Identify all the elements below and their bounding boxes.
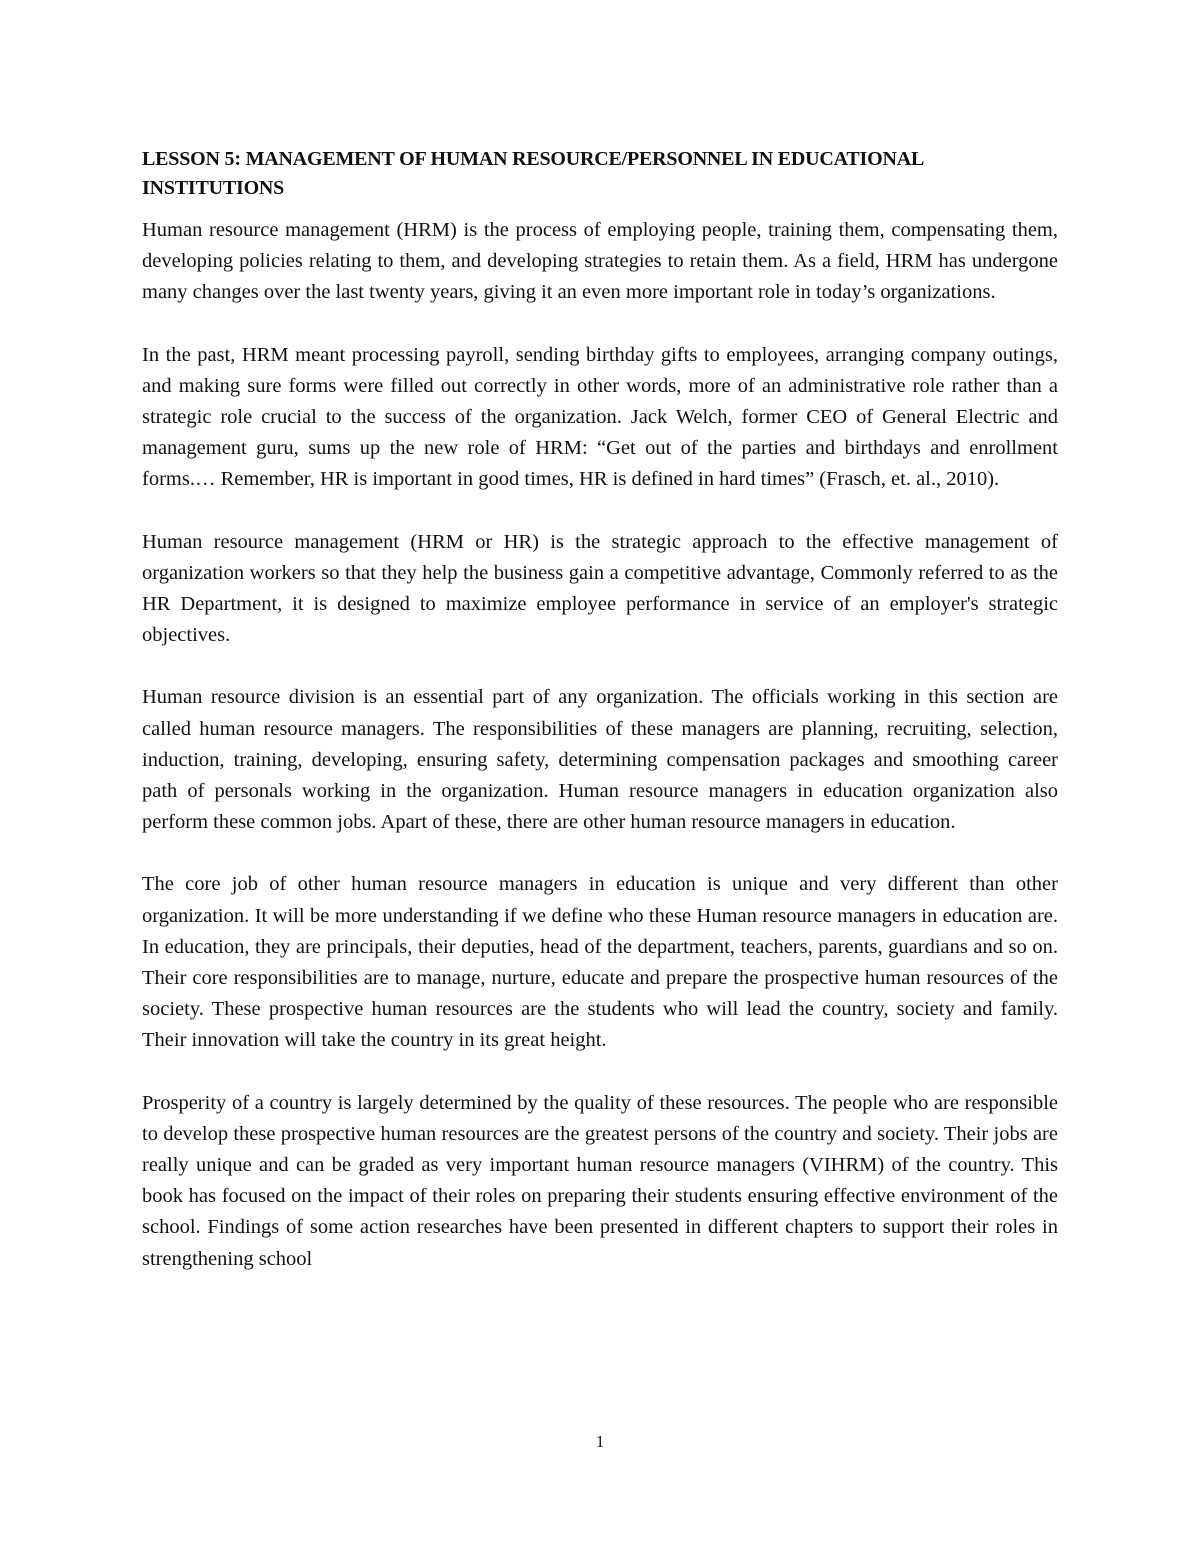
page-content [142, 145, 1058, 1306]
paragraph-education-managers: The core job of other human resource managers in education is unique and very different than other organization. It will be more understanding if we define who these Human resource managers in education are. In education, they are principals, their deputies, head of the department, teachers, parents, guardians and so on. Their core responsibilities are to manage, nurture, educate and prepare the prospective human resources of the society. These prospective human resources are the students who will lead the country, society and family. Their innovation will take the country in its great height. [142, 873, 1058, 1052]
paragraph-prosperity: Prosperity of a country is largely determined by the quality of these resources. The people who are responsible to develop these prospective human resources are the greatest persons of the country and society. Their jobs are really unique and can be graded as very important human resource managers (VIHRM) of the country. This book has focused on the impact of their roles on preparing their students ensuring effective environment of the school. Findings of some action researches have been presented in different chapters to support their roles in strengthening school [142, 1091, 1058, 1270]
page-number: 1 [595, 1432, 605, 1451]
paragraph-hrm-definition: Human resource management (HRM) is the process of employing people, training them, compensating them, developing policies relating to them, and developing strategies to retain them. As a field, HRM has undergone many changes over the last twenty years, giving it an even more important role in today’s organizations. [142, 219, 1058, 304]
paragraph-hrm-history: In the past, HRM meant processing payroll, sending birthday gifts to employees, arranging company outings, and making sure forms were filled out correctly in other words, more of an administrative role rather than a strategic role crucial to the success of the organization. Jack Welch, former CEO of General Electric and management guru, sums up the new role of HRM: “Get out of the parties and birthdays and enrollment forms.… Remember, HR is important in good times, HR is defined in hard times” (Frasch, et. al., 2010). [142, 343, 1058, 491]
paragraph-hr-division: Human resource division is an essential part of any organization. The officials working in this section are called human resource managers. The responsibilities of these managers are planning, recruiting, selection, induction, training, developing, ensuring safety, determining compensation packages and smoothing career path of personals working in the organization. Human resource managers in education organization also perform these common jobs. Apart of these, there are other human resource managers in education. [142, 686, 1058, 834]
lesson-title: LESSON 5: MANAGEMENT OF HUMAN RESOURCE/PERSONNEL IN EDUCATIONAL INSTITUTIONS [142, 148, 924, 199]
paragraph-hrm-strategic: Human resource management (HRM or HR) is the strategic approach to the effective management of organization workers so that they help the business gain a competitive advantage, Commonly referred to as the HR Department, it is designed to maximize employee performance in service of an employer's strategic objectives. [142, 530, 1058, 647]
